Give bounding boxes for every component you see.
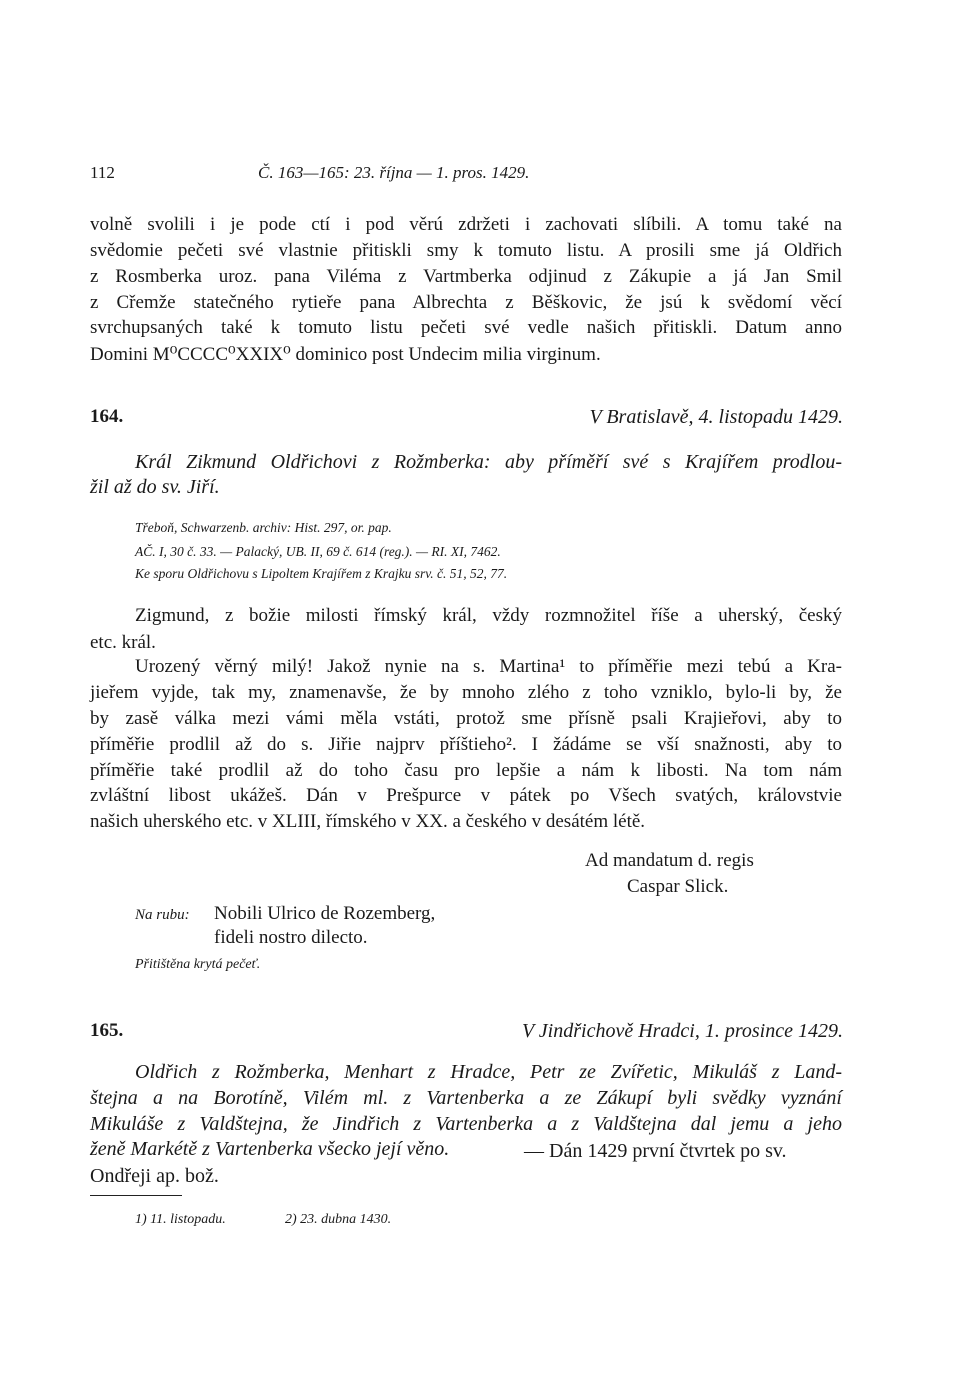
text-line: volně svolili i je pode ctí i pod věrú zdržeti i zachovati slíbili. A tomu také na: [90, 214, 842, 235]
text-line: Domini M⁰CCCC⁰XXIX⁰ dominico post Undecim milia virginum.: [90, 344, 601, 365]
doc164-regest-line: žil až do sv. Jiří.: [90, 476, 220, 498]
doc164-text-line: by zasě válka mezi vámi měla vstáti, protož sme přísně psali Krajieřovi, aby to: [90, 708, 842, 729]
text-line: z Cřemže statečného rytieře pana Albrechta z Běškovic, že jsú k svědomí věcí: [90, 292, 842, 313]
text-line: z Rosmberka uroz. pana Viléma z Vartmberka odjinud z Zákupie a já Jan Smil: [90, 266, 842, 287]
doc164-text-line: našich uherského etc. v XLIII, římského v XX. a českého v desátém létě.: [90, 811, 646, 832]
doc165-regest-line: Oldřich z Rožmberka, Menhart z Hradce, Petr ze Zvířetic, Mikuláš z Land-: [135, 1061, 842, 1083]
doc164-source: AČ. I, 30 č. 33. — Palacký, UB. II, 69 č. 614 (reg.). — RI. XI, 7462.: [135, 544, 501, 559]
verso-line: fideli nostro dilecto.: [214, 927, 368, 948]
doc165-regest-line: — Dán 1429 první čtvrtek po sv.: [524, 1140, 787, 1162]
verso-line: Nobili Ulrico de Rozemberg,: [214, 903, 436, 924]
doc164-source: Třeboň, Schwarzenb. archiv: Hist. 297, or. pap.: [135, 520, 392, 535]
verso-label: Na rubu:: [135, 907, 190, 923]
footnote-rule: [90, 1195, 182, 1196]
doc164-text-line: příměřie prodlil až do s. Jiřie najprv příštieho². I žádáme se vší snažnosti, aby to: [90, 734, 842, 755]
doc164-text-line: zvláštní libost ukážeš. Dán v Prešpurce v pátek po Všech svatých, královstvie: [90, 785, 842, 806]
doc164-source: Ke sporu Oldřichovu s Lipoltem Krajířem z Krajku srv. č. 51, 52, 77.: [135, 566, 508, 581]
signature-line: Ad mandatum d. regis: [585, 850, 754, 871]
footnote: 2) 23. dubna 1430.: [285, 1212, 392, 1227]
doc164-text-line: Urozený věrný milý! Jakož nynie na s. Martina¹ to příměřie mezi tebú a Kra-: [135, 656, 842, 677]
text-line: svědomie pečeti své vlastnie přitiskli smy k tomuto listu. A prosili sme já Oldřich: [90, 240, 842, 261]
doc164-place-date: V Bratislavě, 4. listopadu 1429.: [589, 406, 843, 428]
doc164-text-line: příměřie také prodlil až do toho času pro lepšie a nám k libosti. Na tom nám: [90, 760, 842, 781]
doc165-regest-line: Mikuláše z Valdštejna, že Jindřich z Vartenberka a z Valdštejna dal jemu a jeho: [90, 1113, 842, 1135]
page-number: 112: [90, 163, 115, 182]
doc164-regest-line: Král Zikmund Oldřichovi z Rožmberka: aby příměří své s Krajířem prodlou-: [135, 451, 842, 473]
doc165-regest-line: ženě Markétě z Vartenberka všecko její věno.: [90, 1138, 450, 1160]
running-title: Č. 163—165: 23. října — 1. pros. 1429.: [258, 163, 530, 182]
doc164-number: 164.: [90, 406, 124, 427]
footnote: 1) 11. listopadu.: [135, 1212, 226, 1227]
seal-note: Přitištěna krytá pečeť.: [135, 957, 261, 972]
signature-line: Caspar Slick.: [627, 876, 729, 897]
doc164-text-line: Zigmund, z božie milosti římský král, vždy rozmnožitel říše a uherský, český: [135, 605, 842, 626]
doc165-regest-line: Ondřeji ap. bož.: [90, 1165, 219, 1187]
doc164-text-line: etc. král.: [90, 632, 156, 653]
doc165-number: 165.: [90, 1020, 124, 1041]
doc165-place-date: V Jindřichově Hradci, 1. prosince 1429.: [521, 1020, 843, 1042]
text-line: svrchupsaných také k tomuto listu pečeti své vedle našich přitiskli. Datum anno: [90, 317, 842, 338]
doc164-text-line: jieřem vyjde, tak my, znamenavše, že by mnoho zlého z toho vzniklo, bylo-li by, že: [90, 682, 842, 703]
doc165-regest-line: štejna a na Borotíně, Vilém ml. z Vartenberka a ze Zákupí byli svědky vyznání: [90, 1087, 842, 1109]
